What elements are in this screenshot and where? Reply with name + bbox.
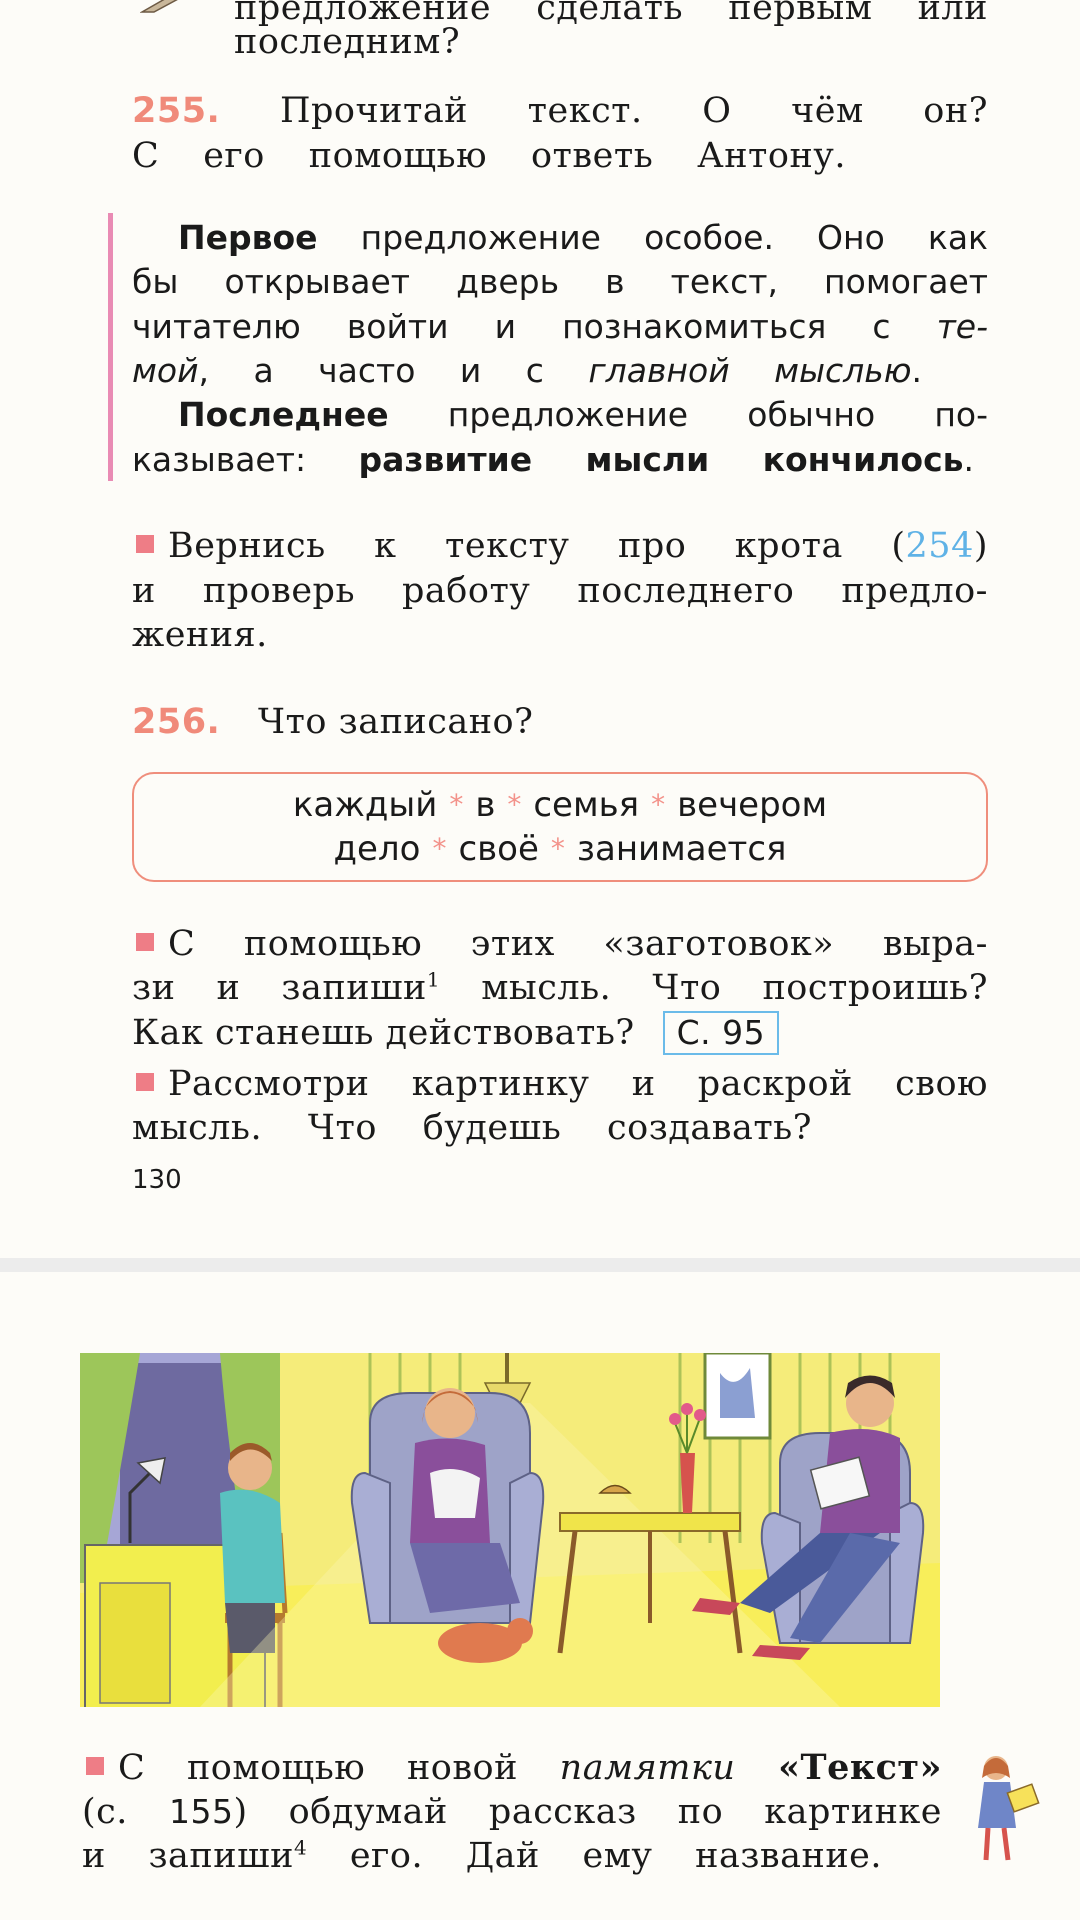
rule-text: .: [963, 440, 974, 479]
exercise-number-255: 255.: [132, 91, 221, 131]
family-evening-illustration: [80, 1353, 940, 1707]
page-number: 130: [132, 1165, 182, 1195]
rule-line-6: [132, 438, 974, 482]
rule-line-2: бы открывает дверь в текст, помогает: [132, 262, 988, 301]
textbook-page-131: [0, 1272, 1080, 1920]
task-blanks-line-1: [136, 922, 988, 966]
task-text: Рассмотри картинку и раскрой свою: [168, 1064, 988, 1104]
task-marker-icon: [136, 933, 154, 951]
rule-term-first: Первое: [178, 218, 318, 257]
separator-star-icon: *: [507, 788, 522, 821]
task-text: ): [973, 526, 988, 566]
previous-question-line-2: последним?: [234, 22, 461, 62]
separator-star-icon: *: [432, 832, 447, 865]
task-story-line-3: [82, 1834, 882, 1878]
task-mole-line-2: и проверь работу последнего предло-: [132, 571, 988, 611]
rule-line-4: [132, 349, 922, 393]
exercise-255-line-1: [132, 89, 988, 133]
blank-word: своё: [458, 829, 539, 869]
separator-star-icon: *: [550, 832, 565, 865]
task-blanks-line-3: [132, 1011, 779, 1055]
rule-text: предложение обычно по-: [388, 395, 988, 434]
word-box-line-1: [134, 783, 986, 827]
task-story-line-2: [82, 1790, 942, 1834]
blank-word: вечером: [677, 785, 828, 825]
pen-icon: [140, 0, 200, 14]
blank-word: в: [475, 785, 496, 825]
rule-text: , а часто и с: [198, 351, 589, 390]
blank-word: семья: [533, 785, 640, 825]
blank-word: дело: [333, 829, 421, 869]
girl-with-book-icon: [966, 1748, 1044, 1868]
task-italic-memo: памятки: [559, 1748, 736, 1788]
task-text: мысль. Что построишь?: [440, 968, 988, 1008]
rule-line-1: [132, 216, 988, 260]
blank-word: занимается: [576, 829, 787, 869]
page-reference-155[interactable]: 155: [168, 1792, 234, 1831]
task-picture-line-2: мысль. Что будешь создавать?: [132, 1108, 812, 1148]
rule-term-last: Последнее: [178, 395, 389, 434]
rule-text: казывает:: [132, 440, 359, 479]
exercise-256-question: Что записано?: [258, 702, 534, 742]
task-text: С помощью этих «заготовок» выра-: [168, 924, 988, 964]
blank-word: каждый: [292, 785, 438, 825]
task-bold-text: «Текст»: [735, 1747, 942, 1788]
task-text: зи и запиши: [132, 968, 427, 1008]
separator-star-icon: *: [449, 788, 464, 821]
word-blanks-box: [132, 772, 988, 882]
task-text: и запиши: [82, 1836, 294, 1876]
task-text: С помощью новой: [118, 1748, 560, 1788]
task-mole-line-1: [136, 524, 988, 568]
task-marker-icon: [136, 535, 154, 553]
exercise-255-line-2: С его помощью ответь Антону.: [132, 136, 846, 176]
exercise-link-254[interactable]: 254: [905, 526, 974, 566]
exercise-256-line: [132, 700, 533, 744]
exercise-255-text: Прочитай текст. О чём он?: [279, 91, 988, 131]
task-mole-line-3: жения.: [132, 615, 268, 655]
rule-bold-phrase: развитие мысли кончилось: [358, 440, 964, 479]
rule-text: .: [911, 351, 922, 390]
task-text: ) обдумай рассказ по картинке: [233, 1792, 942, 1832]
exercise-number-256: 256.: [132, 702, 221, 742]
task-text: Вернись к тексту про крота (: [168, 526, 906, 566]
page-reference-box[interactable]: С. 95: [663, 1011, 780, 1055]
footnote-marker: 4: [293, 1835, 308, 1860]
task-text: Как станешь действовать?: [132, 1013, 635, 1053]
separator-star-icon: *: [651, 788, 666, 821]
rule-text: предложение особое. Оно как: [317, 218, 988, 257]
task-picture-line-1: [136, 1062, 988, 1106]
previous-question-line-1: предложение сделать первым или: [234, 0, 988, 28]
task-story-line-1: [86, 1746, 942, 1790]
rule-line-5: [132, 393, 988, 437]
rule-italic: мой: [132, 351, 199, 390]
task-text: (с.: [82, 1792, 169, 1832]
task-text: его. Дай ему название.: [307, 1836, 883, 1876]
rule-italic: те-: [936, 307, 988, 346]
footnote-marker: 1: [426, 967, 441, 992]
rule-line-3: [132, 305, 988, 349]
rule-box-bar: [108, 213, 113, 481]
task-marker-icon: [136, 1073, 154, 1091]
rule-text: читателю войти и познакомиться с: [132, 307, 937, 346]
task-marker-icon: [86, 1757, 104, 1775]
task-blanks-line-2: [132, 966, 988, 1010]
rule-italic-main-idea: главной мыслью: [588, 351, 912, 390]
word-box-line-2: [134, 827, 986, 871]
